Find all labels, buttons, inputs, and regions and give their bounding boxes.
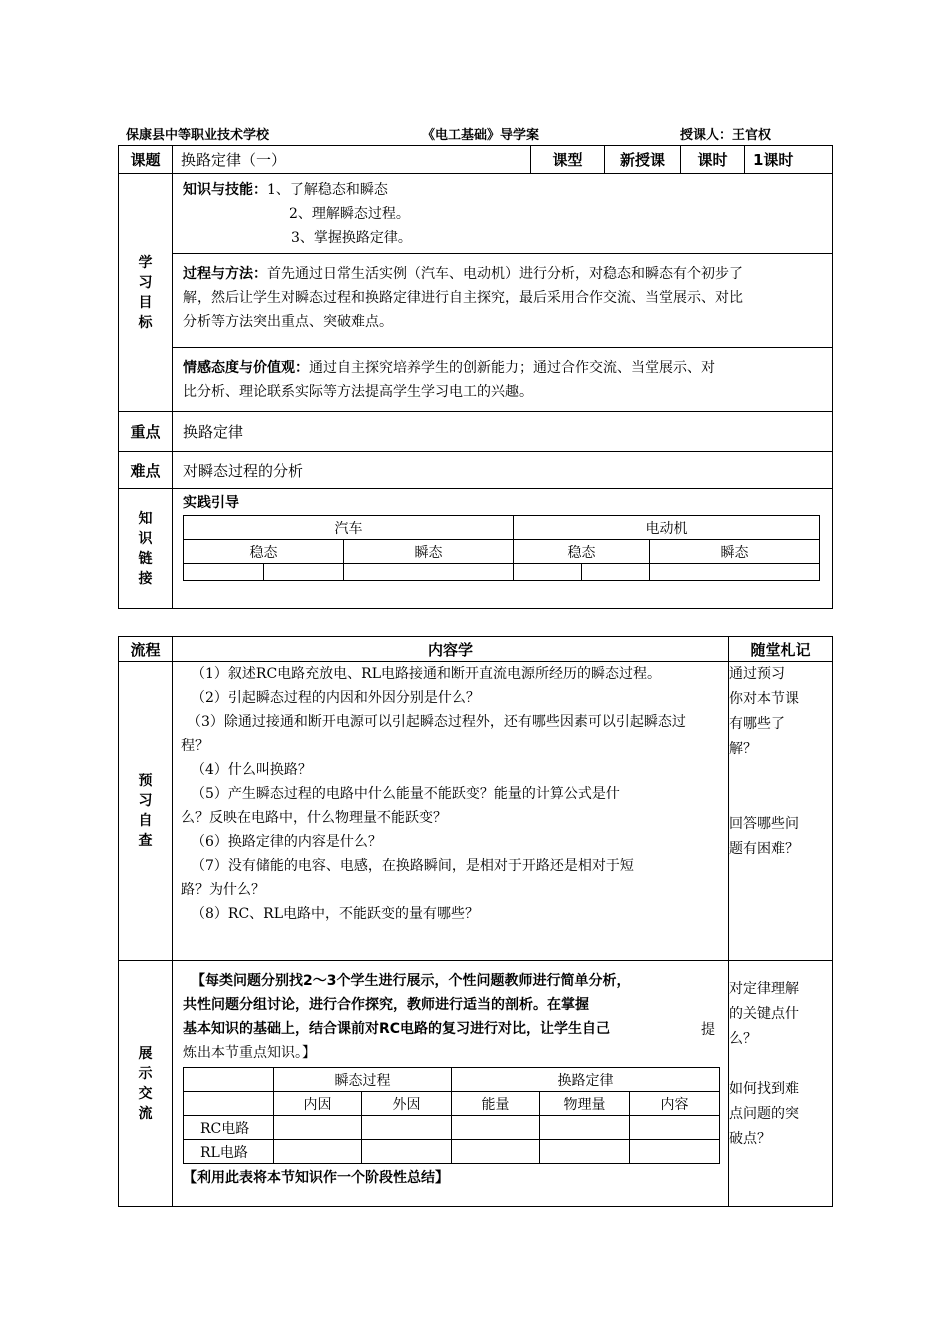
preview-question: （1）叙述RC电路充放电、RL电路接通和断开直流电源所经历的瞬态过程。 — [191, 666, 661, 682]
group-car: 汽车 — [184, 516, 514, 540]
blank-cell — [184, 564, 264, 581]
sub-steady: 稳态 — [514, 540, 650, 564]
blank-cell — [630, 1116, 720, 1140]
emotion-line: 比分析、理论联系实际等方法提高学生学习电工的兴趣。 — [183, 384, 533, 400]
note-line: 通过预习 — [729, 666, 785, 682]
preview-question: （5）产生瞬态过程的电路中什么能量不能跃变？能量的计算公式是什 — [191, 786, 620, 802]
note-line: 题有困难？ — [729, 841, 799, 857]
exchange-notes — [729, 961, 833, 1207]
key-point-label: 重点 — [119, 412, 173, 452]
key-point-text: 换路定律 — [173, 412, 833, 452]
page-header — [120, 124, 832, 144]
topic-label: 课题 — [119, 146, 173, 174]
preview-question: （8）RC、RL电路中，不能跃变的量有哪些？ — [191, 906, 479, 922]
preview-question: （7）没有储能的电容、电感，在换路瞬间，是相对于开路还是相对于短 — [191, 858, 634, 874]
hours-value: 1课时 — [745, 146, 833, 174]
exchange-line: 共性问题分组讨论，进行合作探究，教师进行适当的剖析。在掌握 — [183, 997, 589, 1013]
course-title: 《电工基础》导学案 — [422, 128, 540, 143]
knowledge-skills — [173, 174, 833, 254]
note-line: 的关键点什 — [729, 1006, 799, 1022]
blank-cell — [274, 1116, 362, 1140]
preview-question: （4）什么叫换路？ — [191, 762, 312, 778]
goals-label: 学习目标 — [119, 174, 173, 412]
note-line: 解？ — [729, 741, 757, 757]
topic-value: 换路定律（一） — [173, 146, 531, 174]
group-switching-law: 换路定律 — [452, 1068, 720, 1092]
blank-cell — [452, 1140, 540, 1164]
blank-cell — [362, 1116, 452, 1140]
process-line: 分析等方法突出重点、突破难点。 — [183, 314, 393, 330]
emotion-line: 通过自主探究培养学生的创新能力；通过合作交流、当堂展示、对 — [309, 360, 715, 376]
blank-cell — [344, 564, 514, 581]
hours-label: 课时 — [681, 146, 745, 174]
exchange-line: 基本知识的基础上，结合课前对RC电路的复习进行对比，让学生自己 — [183, 1021, 611, 1037]
difficulty-text: 对瞬态过程的分析 — [173, 452, 833, 489]
process-methods — [173, 254, 833, 348]
flow-table — [118, 636, 833, 1207]
emotion-title: 情感态度与价值观： — [183, 360, 309, 376]
note-line: 对定律理解 — [729, 981, 799, 997]
difficulty-label: 难点 — [119, 452, 173, 489]
emotion-values — [173, 348, 833, 412]
exchange-line: 炼出本节重点知识。】 — [183, 1045, 316, 1061]
flow-col-label: 流程 — [119, 637, 173, 662]
note-line: 破点？ — [729, 1131, 771, 1147]
exchange-line: 【每类问题分别找2～3个学生进行展示，个性问题教师进行简单分析， — [191, 973, 631, 989]
practice-guide-title: 实践引导 — [183, 495, 239, 511]
notes-col-label: 随堂札记 — [729, 637, 833, 662]
summary-note: 【利用此表将本节知识作一个阶段性总结】 — [183, 1170, 449, 1186]
preview-content — [173, 662, 729, 961]
note-line: 么？ — [729, 1031, 757, 1047]
blank-cell — [630, 1140, 720, 1164]
note-line: 你对本节课 — [729, 691, 799, 707]
group-transient: 瞬态过程 — [274, 1068, 452, 1092]
note-line — [729, 787, 832, 812]
preview-question: 路？为什么？ — [181, 882, 265, 898]
exchange-label: 展示交流 — [119, 961, 173, 1207]
blank-cell — [540, 1116, 630, 1140]
preview-question: （2）引起瞬态过程的内因和外因分别是什么？ — [191, 690, 480, 706]
blank-cell — [184, 1068, 274, 1092]
type-value: 新授课 — [605, 146, 681, 174]
process-title: 过程与方法： — [183, 266, 267, 282]
preview-question: 程？ — [181, 738, 209, 754]
sub-internal: 内因 — [274, 1092, 362, 1116]
sub-energy: 能量 — [452, 1092, 540, 1116]
blank-cell — [184, 1092, 274, 1116]
blank-cell — [540, 1140, 630, 1164]
blank-cell — [650, 564, 820, 581]
preview-notes — [729, 662, 833, 961]
sub-content: 内容 — [630, 1092, 720, 1116]
note-line: 回答哪些问 — [729, 816, 799, 832]
knowledge-title: 知识与技能： — [183, 182, 267, 198]
teacher-name: 授课人：王官权 — [680, 128, 772, 143]
blank-cell — [582, 564, 650, 581]
note-line: 如何找到难 — [729, 1081, 799, 1097]
preview-question: 么？反映在电路中，什么物理量不能跃变？ — [181, 810, 447, 826]
process-line: 首先通过日常生活实例（汽车、电动机）进行分析，对稳态和瞬态有个初步了 — [267, 266, 743, 282]
knowledge-link-label: 知识链接 — [119, 489, 173, 609]
knowledge-item: 2、理解瞬态过程。 — [289, 206, 410, 222]
blank-cell — [452, 1116, 540, 1140]
note-line: 有哪些了 — [729, 716, 785, 732]
blank-cell — [514, 564, 582, 581]
knowledge-item: 1、了解稳态和瞬态 — [267, 182, 388, 198]
note-line — [729, 1052, 832, 1077]
type-label: 课型 — [531, 146, 605, 174]
note-line: 点问题的突 — [729, 1106, 799, 1122]
exchange-content — [173, 961, 729, 1207]
row-rc: RC电路 — [184, 1116, 274, 1140]
blank-cell — [264, 564, 344, 581]
preview-question: （3）除通过接通和断开电源可以引起瞬态过程外，还有哪些因素可以引起瞬态过 — [187, 714, 686, 730]
sub-transient: 瞬态 — [344, 540, 514, 564]
knowledge-link-content — [173, 489, 833, 609]
summary-table — [183, 1067, 720, 1164]
lesson-plan-table — [118, 145, 833, 609]
sub-external: 外因 — [362, 1092, 452, 1116]
sub-quantity: 物理量 — [540, 1092, 630, 1116]
note-line — [729, 762, 832, 787]
row-rl: RL电路 — [184, 1140, 274, 1164]
knowledge-item: 3、掌握换路定律。 — [291, 230, 412, 246]
sub-steady: 稳态 — [184, 540, 344, 564]
content-col-label: 内容学 — [173, 637, 729, 662]
process-line: 解，然后让学生对瞬态过程和换路定律进行自主探究，最后采用合作交流、当堂展示、对比 — [183, 290, 743, 306]
group-motor: 电动机 — [514, 516, 820, 540]
school-name: 保康县中等职业技术学校 — [126, 128, 270, 143]
preview-question: （6）换路定律的内容是什么？ — [191, 834, 382, 850]
exchange-ti: 提 — [701, 1022, 715, 1038]
blank-cell — [274, 1140, 362, 1164]
practice-table — [183, 515, 820, 581]
preview-label: 预习自查 — [119, 662, 173, 961]
sub-transient: 瞬态 — [650, 540, 820, 564]
blank-cell — [362, 1140, 452, 1164]
